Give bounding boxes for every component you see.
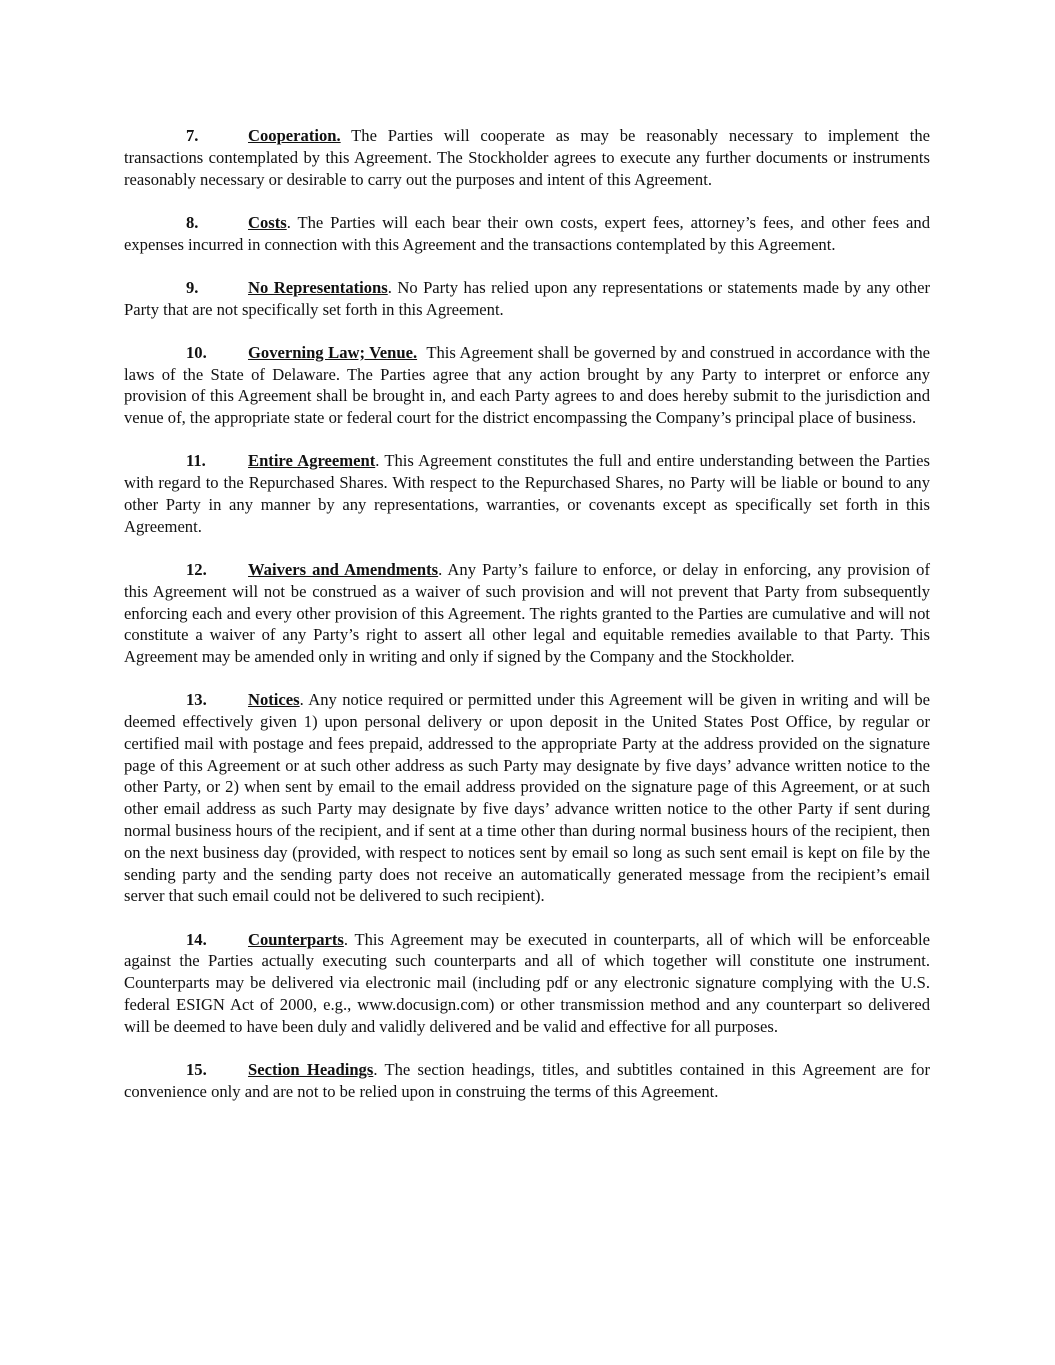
section-heading: Waivers and Amendments: [248, 559, 439, 579]
section-13-notices: [124, 689, 930, 907]
section-10-governing-law: [124, 342, 930, 429]
section-body: . Any Party’s failure to enforce, or delay in enforcing, any provision of this Agreement will not be construed as a waiver of such provision and will not prevent that Party from subsequently enforcing each and every other provision of this Agreement. The rights granted to the Parties are cumulative and will not constitute a waiver of any Party’s right to assert all other legal and equitable remedies available to that Party. This Agreement may be amended only in writing and only if signed by the Company and the Stockholder.: [124, 559, 930, 667]
section-12-waivers-amendments: [124, 559, 930, 668]
section-body: . The Parties will each bear their own costs, expert fees, attorney’s fees, and other fees and expenses incurred in connection with this Agreement and the transactions contemplated by this Agreement.: [124, 212, 930, 254]
section-number: 8.: [186, 212, 199, 232]
section-body: . Any notice required or permitted under this Agreement will be given in writing and will be deemed effectively given 1) upon personal delivery or upon deposit in the United States Post Office, by regular or certified mail with postage and fees prepaid, addressed to the appropriate Party at the address provided on the signature page of this Agreement or at such other address as such Party may designate by five days’ advance written notice to the other Party, or 2) when sent by email to the email address provided on the signature page of this Agreement, or at such other email address as such Party may designate by five days’ advance written notice to the other Party if sent during normal business hours of the recipient, and if sent at a time other than during normal business hours of the recipient, then on the next business day (provided, with respect to notices sent by email so long as such sent email is kept on file by the sending party and the sending party does not receive an automatically generated message from the recipient’s email server that such email could not be delivered to such recipient).: [124, 690, 930, 906]
section-heading: Cooperation.: [248, 126, 341, 145]
section-body: This Agreement shall be governed by and construed in accordance with the laws of the State of Delaware. The Parties agree that any action brought by any Party to interpret or enforce any provision of this Agreement shall be brought in, and each Party agrees to and does hereby submit to the jurisdiction and venue of, the appropriate state or federal court for the district encompassing the Company’s principal place of business.: [124, 342, 930, 428]
section-number: 14.: [186, 929, 207, 949]
section-7-cooperation: [124, 125, 930, 190]
section-heading: Entire Agreement: [248, 451, 376, 471]
section-heading: No Representations: [248, 277, 388, 297]
section-heading: Governing Law; Venue.: [248, 342, 418, 362]
section-body: . This Agreement may be executed in counterparts, all of which will be enforceable against the Parties actually executing such counterparts and all of which together will constitute one instrument. Counterparts may be delivered via electronic mail (including pdf or any electronic signature complying with the U.S. federal ESIGN Act of 2000, e.g., www.docusign.com) or other transmission method and any counterpart so delivered will be deemed to have been duly and validly delivered and be valid and effective for all purposes.: [124, 929, 930, 1036]
section-number: 9.: [186, 277, 199, 297]
document-page: [124, 125, 930, 1124]
section-number: 13.: [186, 690, 207, 710]
section-heading: Costs: [248, 212, 287, 232]
section-number: 7.: [186, 126, 199, 145]
section-body: . This Agreement constitutes the full and entire understanding between the Parties with regard to the Repurchased Shares. With respect to the Repurchased Shares, no Party will be liable or bound to any other Party in any manner by any representations, warranties, or covenants except as specifically set forth in this Agreement.: [124, 451, 930, 536]
section-body: . No Party has relied upon any representations or statements made by any other Party that are not specifically set forth in this Agreement.: [124, 277, 930, 319]
section-number: 10.: [186, 342, 207, 362]
section-heading: Notices: [248, 690, 300, 710]
section-number: 11.: [186, 451, 206, 471]
section-heading: Section Headings: [248, 1060, 374, 1080]
section-8-costs: [124, 212, 930, 256]
section-14-counterparts: [124, 929, 930, 1038]
section-9-no-representations: [124, 277, 930, 321]
section-15-section-headings: [124, 1059, 930, 1103]
section-number: 15.: [186, 1060, 207, 1080]
section-heading: Counterparts: [248, 929, 344, 949]
section-body: . The section headings, titles, and subtitles contained in this Agreement are for convenience only and are not to be relied upon in construing the terms of this Agreement.: [124, 1060, 930, 1101]
section-11-entire-agreement: [124, 450, 930, 537]
section-body: The Parties will cooperate as may be reasonably necessary to implement the transactions contemplated by this Agreement. The Stockholder agrees to execute any further documents or instruments reasonably necessary or desirable to carry out the purposes and intent of this Agreement.: [124, 126, 930, 189]
section-number: 12.: [186, 559, 207, 579]
